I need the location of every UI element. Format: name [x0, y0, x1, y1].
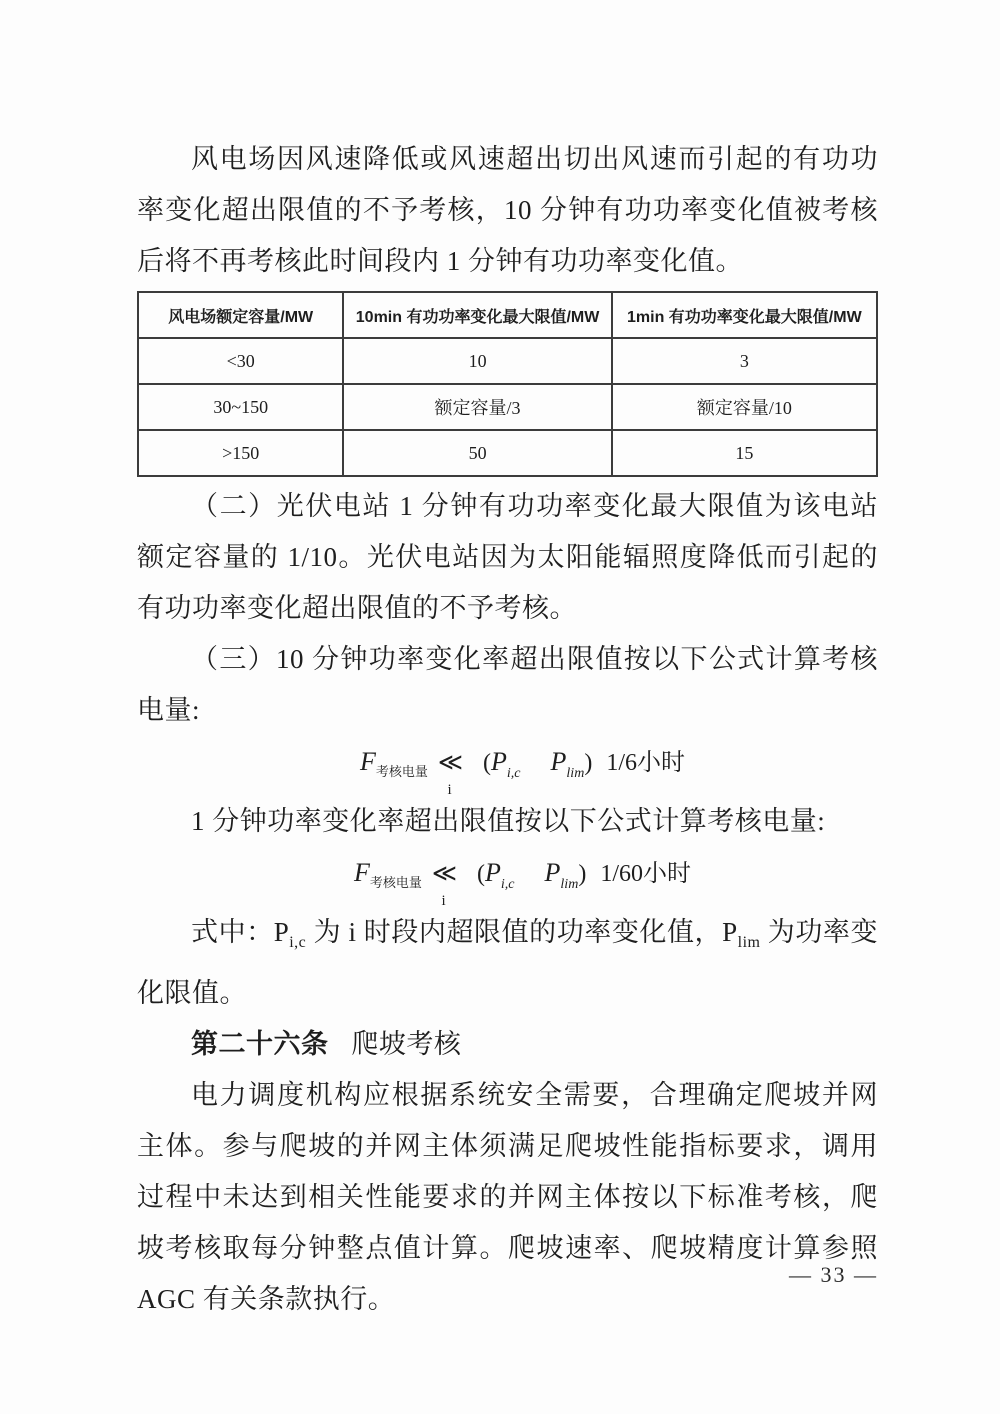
table-row [138, 430, 877, 476]
formula-f-subscript: 考核电量 [369, 875, 422, 890]
formula-open-paren: ( [477, 861, 486, 887]
paragraph-wind-exemption: 风电场因风速降低或风速超出切出风速而引起的有功功率变化超出限值的不予考核，10 分钟有功功率变化值被考核后将不再考核此时间段内 1 分钟有功功率变化值。 [137, 144, 878, 276]
paragraph-ramp-assessment: 电力调度机构应根据系统安全需要，合理确定爬坡并网主体。参与爬坡的并网主体须满足爬坡性能指标要求，调用过程中未达到相关性能要求的并网主体按以下标准考核，爬坡考核取每分钟整点值计算。爬坡速率、爬坡精度计算参照 AGC 有关条款执行。 [137, 1080, 878, 1314]
table-cell: >150 [138, 430, 343, 476]
table-header-10min-limit: 10min 有功功率变化最大限值/MW [343, 292, 611, 338]
table-row [138, 384, 877, 430]
article-26-heading [137, 1019, 878, 1070]
formula-operator: ≪ i [438, 739, 463, 787]
table-row [138, 338, 877, 384]
table-header-1min-limit: 1min 有功功率变化最大限值/MW [612, 292, 877, 338]
formula-open-paren: ( [483, 750, 492, 776]
formula-close-paren: ) [578, 861, 587, 887]
formula-factor: 1/60小时 [600, 861, 691, 887]
page-number: — 33 — [789, 1262, 878, 1287]
paragraph-10min-formula-intro: （三）10 分钟功率变化率超出限值按以下公式计算考核电量: [137, 644, 878, 725]
formula-p2-symbol: P [544, 858, 561, 887]
formula-p1-symbol: P [485, 858, 501, 887]
paragraph-1min-formula-intro: 1 分钟功率变化率超出限值按以下公式计算考核电量: [191, 806, 826, 836]
plim-subscript: lim [737, 934, 761, 951]
formula-f-symbol: F [360, 747, 376, 776]
paragraph-solar-limit: （二）光伏电站 1 分钟有功功率变化最大限值为该电站额定容量的 1/10。光伏电站因为太阳能辐照度降低而引起的有功功率变化超出限值的不予考核。 [137, 491, 878, 623]
article-number: 第二十六条 [191, 1029, 329, 1059]
table-cell: 3 [612, 338, 877, 384]
formula-f-symbol: F [354, 858, 370, 887]
paragraph-symbol-definitions: 式中：$P_{i,c}$ 为 i 时段内超限值的功率变化值，$P_{lim}$ 为功率变化限值。 [137, 917, 878, 1008]
formula-p1-subscript: i,c [506, 766, 521, 781]
formula-close-paren: ) [584, 750, 593, 776]
table-cell: 额定容量/10 [612, 384, 877, 430]
pic-subscript: i,c [289, 934, 307, 951]
table-header-rated-capacity: 风电场额定容量/MW [138, 292, 343, 338]
formula-p1-subscript: i,c [500, 877, 515, 892]
formula-1min-assessment [167, 849, 878, 909]
formula-operator: ≪ i [432, 850, 457, 898]
table-cell: 10 [343, 338, 611, 384]
table-header-row [138, 292, 877, 338]
table-cell: 30~150 [138, 384, 343, 430]
table-cell: 15 [612, 430, 877, 476]
table-cell: <30 [138, 338, 343, 384]
formula-10min-assessment [167, 738, 878, 798]
formula-p2-symbol: P [550, 747, 567, 776]
power-change-limit-table [137, 291, 878, 477]
formula-factor: 1/6小时 [606, 750, 685, 776]
table-cell: 额定容量/3 [343, 384, 611, 430]
formula-operator-index: i [441, 893, 446, 909]
formula-operator-index: i [447, 782, 452, 798]
formula-f-subscript: 考核电量 [375, 764, 428, 779]
table-cell: 50 [343, 430, 611, 476]
formula-p2-subscript: lim [566, 766, 585, 781]
formula-p1-symbol: P [491, 747, 507, 776]
article-title: 爬坡考核 [351, 1029, 462, 1059]
formula-p2-subscript: lim [560, 877, 579, 892]
